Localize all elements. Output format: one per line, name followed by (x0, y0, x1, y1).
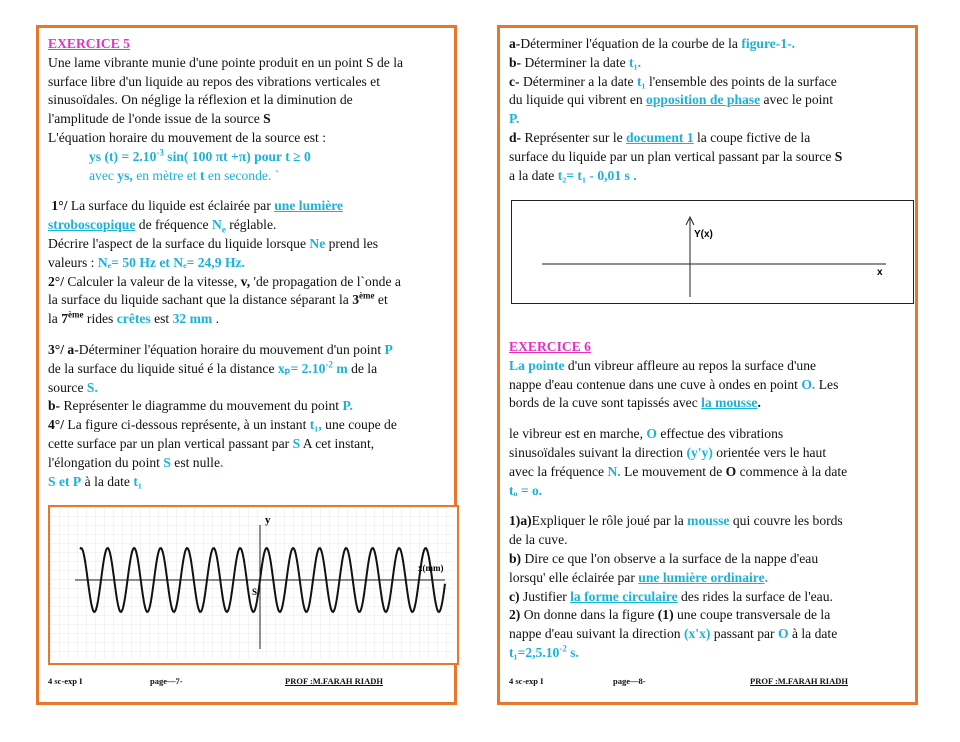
page-7 (36, 25, 457, 705)
question-2: 2°/ Calculer la valeur de la vitesse, v, 'de propagation de l`onde a (48, 273, 401, 289)
intro-source-s: S (263, 111, 271, 127)
mousse-link: la mousse (701, 395, 758, 411)
exercise-5-title: EXERCICE 5 (48, 36, 130, 51)
source-equation: ys $(t) = 2.10^{-3}$ sin( 100 πt +π) pour t ≥ 0 (89, 147, 311, 164)
forme-circulaire-link: la forme circulaire (570, 588, 678, 604)
footer-page: page—8- (613, 676, 646, 686)
question-1: 1°/ La surface du liquide est éclairée par une lumière (51, 198, 344, 214)
doc-y-label: Y(x) (694, 229, 713, 240)
exercise-5-body: EXERCICE 5 Une lame vibrante munie d'une pointe produit en un point S de la surface libre d'un liquide au repos des vibrations verticales et sinusoïdales. On néglige la réflexion et la diminution de l'amplitude de l'onde issue de la source S L'équation horaire du mouvement de la source est : ys $(t) = 2.10^{-3}$ sin( 100 πt +π) pour t ≥ 0 avec ys, en mètre et t en seconde. ` 1°/ La surface du liquide est éclairée par une lumière stroboscopique de fréquence $N_e$ réglable. Décrire l'aspect de la surface du liquide lorsque Ne prend les valeurs : Nₑ= 50 Hz et Nₑ= 24,9 Hz. 2°/ Calculer la valeur de la vitesse, v, 'de propagation de l`onde a la surface du liquide sachant que la distance séparant la 3ème et la 7ème rides crêtes est 32 mm . 3°/ a-Déterminer l'équation horaire du mouvement d'un point P de la surface du liquide situé é la distance $x_p= 2.10^{-2}$ m de la source S. b- Représenter le diagramme du mouvement du point P. 4°/ La figure ci-dessous représente, à un instant t₁, une coupe de cette surface par un plan vertical passant par S A cet instant, l'élongation du point S est nulle. S et P à la date t₁ (48, 35, 448, 491)
doc-x-label: x (877, 267, 883, 278)
exercise-6-body: EXERCICE 6 La pointe d'un vibreur affleure au repos la surface d'une nappe d'eau contenue dans une cuve à ondes en point O. Les bords de la cuve sont tapissés avec la mousse. le vibreur est en marche, O effectue des vibrations sinusoïdales suivant la direction (y'y) orientée vers le haut avec la fréquence N. Le mouvement de O commence à la date tₒ = o. 1)a)Expliquer le rôle joué par la mousse qui couvre les bords de la cuve. b) Dire ce que l'on observe a la surface de la nappe d'eau lorsqu' elle éclairée par une lumière ordinaire. c) Justifier la forme circulaire des rides la surface de l'eau. 2) On donne dans la figure (1) une coupe transversale de la nappe d'eau suivant la direction (x'x) passant par O à la date $t_1=2,5.10^{-2}$ s. (509, 339, 848, 660)
equation-intro: L'équation horaire du mouvement de la source est : (48, 129, 327, 145)
exercise-6-title: EXERCICE 6 (509, 339, 591, 354)
document-1-svg (512, 201, 913, 303)
question-4: 4°/ La figure ci-dessous représente, à un instant t₁, une coupe de (48, 417, 397, 433)
footer-left: 4 sc-exp I (48, 676, 83, 686)
question-3: 3°/ a-Déterminer l'équation horaire du mouvement d'un point P (48, 341, 393, 357)
wave-figure (48, 505, 459, 665)
footer-author: PROF :M.FARAH RIADH (750, 676, 848, 686)
stroboscopique-link: stroboscopique (48, 217, 136, 233)
intro-line-2: surface libre d'un liquide au repos des vibrations verticales et (48, 73, 380, 89)
footer-page: page—7- (150, 676, 183, 686)
page-8 (497, 25, 918, 705)
wave-figure-svg (50, 507, 453, 659)
equation-units: avec ys, en mètre et t en seconde. ` (89, 167, 280, 183)
footer-author: PROF :M.FARAH RIADH (285, 676, 383, 686)
intro-line-3: sinusoïdales. On néglige la réflexion et la diminution de (48, 92, 353, 108)
intro-line-4: l'amplitude de l'onde issue de la source (48, 111, 264, 127)
figure-1-ref: figure-1-. (741, 36, 796, 51)
document-1-figure (511, 200, 914, 304)
x-axis-label: x(mm) (418, 563, 444, 573)
y-axis-label: y (265, 514, 271, 526)
intro-line-1: Une lame vibrante munie d'une pointe produit en un point S de la (48, 54, 404, 70)
page-8-questions: a-Déterminer l'équation de la courbe de la figure-1-. b- Déterminer la date t₁. c- Déterminer a la date t₁ l'ensemble des points de la surface du liquide qui vibrent en opposition de phase avec le point P. d- Représenter sur le document 1 la coupe fictive de la surface du liquide par un plan vertical passant par la source S a la date t₂= t₁ - 0,01 s . (509, 36, 843, 183)
opposition-phase-link: opposition de phase (646, 92, 761, 108)
frequency-values: Nₑ= 50 Hz et Nₑ= 24,9 Hz. (97, 254, 245, 270)
document-1-link: document 1 (626, 129, 694, 145)
source-label: S (252, 587, 258, 597)
lumiere-ordinaire-link: une lumière ordinaire (638, 569, 765, 585)
footer-left: 4 sc-exp I (509, 676, 544, 686)
